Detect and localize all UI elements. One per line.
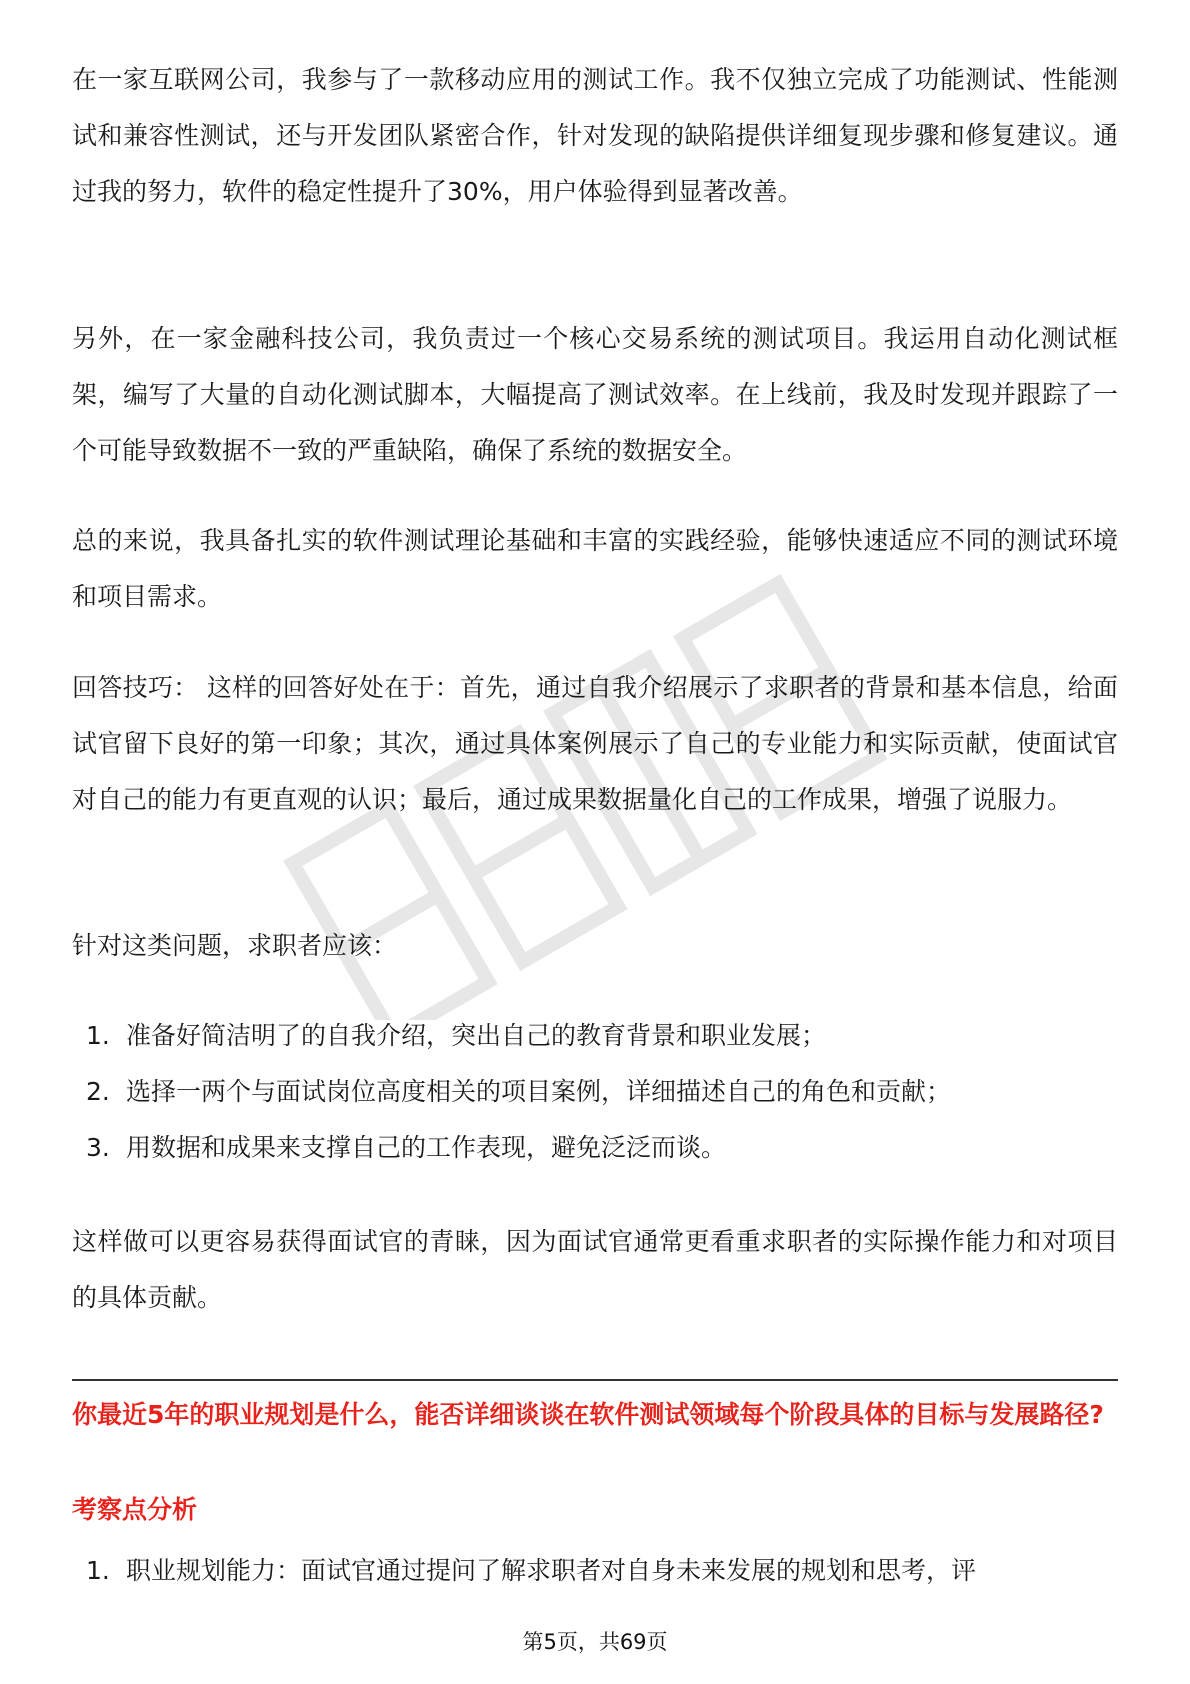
- list-item-number: 3.: [86, 1133, 110, 1162]
- paragraph-fintech-company: 另外，在一家金融科技公司，我负责过一个核心交易系统的测试项目。我运用自动化测试框架，编写了大量的自动化测试脚本，大幅提高了测试效率。在上线前，我及时发现并跟踪了一个可能导致数据不一致的严重缺陷，确保了系统的数据安全。: [72, 324, 1118, 465]
- list-item: [72, 1120, 1118, 1176]
- paragraph-conclusion: 这样做可以更容易获得面试官的青睐，因为面试官通常更看重求职者的实际操作能力和对项目的具体贡献。: [72, 1227, 1118, 1312]
- paragraph-summary: 总的来说，我具备扎实的软件测试理论基础和丰富的实践经验，能够快速适应不同的测试环境和项目需求。: [72, 526, 1118, 611]
- list-item-number: 1.: [86, 1556, 110, 1585]
- analysis-list: [72, 1543, 1118, 1599]
- advice-list: [72, 1008, 1118, 1176]
- list-item: [72, 1064, 1118, 1120]
- page-number-footer: 第5页，共69页: [522, 1630, 668, 1654]
- analysis-subheading: 考察点分析: [72, 1495, 198, 1524]
- list-item: [72, 1008, 1118, 1064]
- question-heading: 你最近5年的职业规划是什么，能否详细谈谈在软件测试领域每个阶段具体的目标与发展路径?: [72, 1400, 1104, 1429]
- list-item-text: 准备好简洁明了的自我介绍，突出自己的教育背景和职业发展；: [126, 1021, 827, 1050]
- paragraph-internet-company: 在一家互联网公司，我参与了一款移动应用的测试工作。我不仅独立完成了功能测试、性能测试和兼容性测试，还与开发团队紧密合作，针对发现的缺陷提供详细复现步骤和修复建议。通过我的努力，软件的稳定性提升了30%，用户体验得到显著改善。: [72, 65, 1118, 206]
- list-item-text: 用数据和成果来支撑自己的工作表现，避免泛泛而谈。: [126, 1133, 727, 1162]
- list-item: [72, 1543, 1118, 1599]
- list-item-text: 选择一两个与面试岗位高度相关的项目案例，详细描述自己的角色和贡献；: [126, 1077, 952, 1106]
- list-item-number: 1.: [86, 1021, 110, 1050]
- section-divider: [72, 1379, 1118, 1381]
- paragraph-advice-intro: 针对这类问题，求职者应该：: [72, 931, 398, 960]
- list-item-number: 2.: [86, 1077, 110, 1106]
- list-item-text: 职业规划能力：面试官通过提问了解求职者对自身未来发展的规划和思考，评: [126, 1556, 977, 1585]
- paragraph-answer-tips: 回答技巧： 这样的回答好处在于：首先，通过自我介绍展示了求职者的背景和基本信息，给面试官留下良好的第一印象；其次，通过具体案例展示了自己的专业能力和实际贡献，使面试官对自己的能力有更直观的认识；最后，通过成果数据量化自己的工作成果，增强了说服力。: [72, 673, 1118, 814]
